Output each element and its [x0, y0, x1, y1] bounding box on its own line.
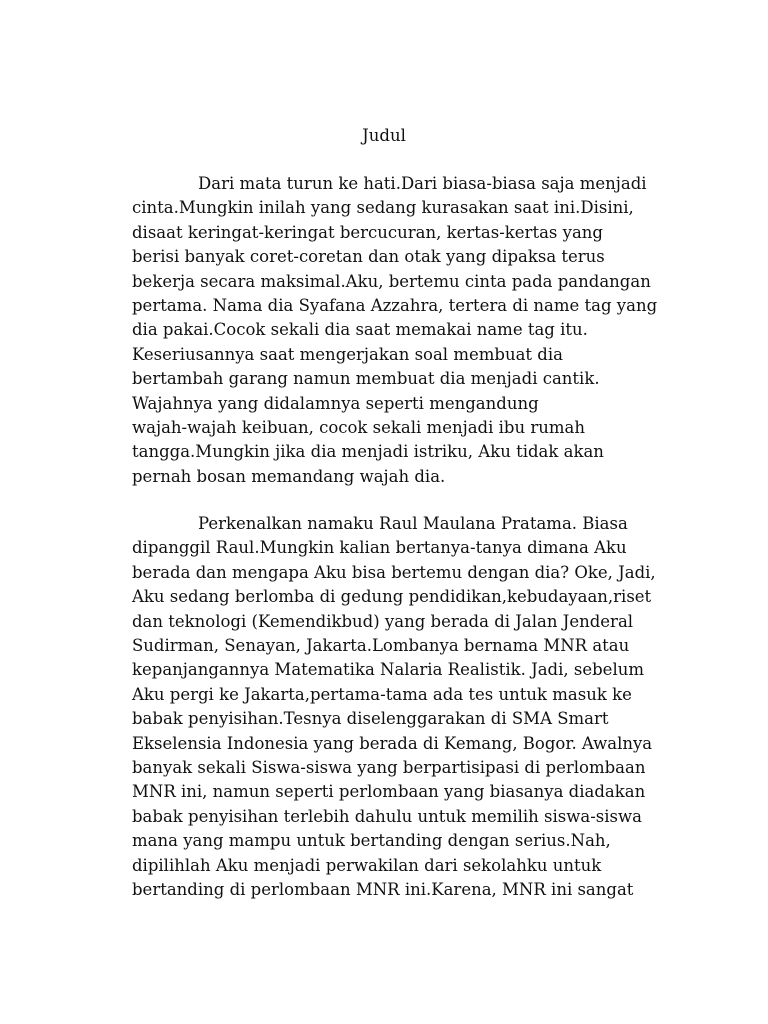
paragraph-line: berisi banyak coret-coretan dan otak yang dipaksa terus	[132, 247, 605, 267]
paragraph-line: babak penyisihan terlebih dahulu untuk memilih siswa-siswa	[132, 806, 642, 826]
paragraph-line: pernah bosan memandang wajah dia.	[132, 466, 446, 486]
paragraph-line: kepanjangannya Matematika Nalaria Realistik. Jadi, sebelum	[132, 660, 644, 680]
paragraph-line: pertama. Nama dia Syafana Azzahra, tertera di name tag yang	[132, 296, 658, 316]
paragraph-line: dia pakai.Cocok sekali dia saat memakai name tag itu.	[132, 320, 588, 340]
paragraph-line: dan teknologi (Kemendikbud) yang berada di Jalan Jenderal	[132, 611, 634, 631]
paragraph-line: Aku pergi ke Jakarta,pertama-tama ada tes untuk masuk ke	[132, 684, 632, 704]
paragraph-line: Aku sedang berlomba di gedung pendidikan,kebudayaan,riset	[132, 587, 652, 607]
paragraph-line: babak penyisihan.Tesnya diselenggarakan di SMA Smart	[132, 709, 609, 729]
document-title: Judul	[362, 126, 406, 145]
paragraph-line: tangga.Mungkin jika dia menjadi istriku, Aku tidak akan	[132, 442, 604, 462]
paragraph-line: Dari mata turun ke hati.Dari biasa-biasa saja menjadi	[198, 174, 647, 193]
paragraph-line: bekerja secara maksimal.Aku, bertemu cinta pada pandangan	[132, 271, 651, 291]
paragraph-line: disaat keringat-keringat bercucuran, kertas-kertas yang	[132, 222, 603, 242]
paragraph-line: Wajahnya yang didalamnya seperti mengandung	[132, 393, 539, 413]
paragraph-line: mana yang mampu untuk bertanding dengan serius.Nah,	[132, 831, 611, 851]
paragraph-line: Ekselensia Indonesia yang berada di Kemang, Bogor. Awalnya	[132, 733, 653, 753]
paragraph-line: Sudirman, Senayan, Jakarta.Lombanya bernama MNR atau	[132, 636, 630, 656]
paragraph-1	[132, 172, 658, 489]
paragraph-line: wajah-wajah keibuan, cocok sekali menjadi ibu rumah	[132, 418, 585, 438]
paragraph-line: dipanggil Raul.Mungkin kalian bertanya-tanya dimana Aku	[132, 538, 627, 558]
paragraph-line: MNR ini, namun seperti perlombaan yang biasanya diadakan	[132, 782, 646, 802]
paragraph-2	[132, 512, 656, 903]
paragraph-line: bertanding di perlombaan MNR ini.Karena, MNR ini sangat	[132, 880, 634, 900]
paragraph-line: Keseriusannya saat mengerjakan soal membuat dia	[132, 344, 563, 364]
paragraph-line: banyak sekali Siswa-siswa yang berpartisipasi di perlombaan	[132, 758, 646, 778]
paragraph-line: berada dan mengapa Aku bisa bertemu dengan dia? Oke, Jadi,	[132, 562, 656, 582]
paragraph-line: bertambah garang namun membuat dia menjadi cantik.	[132, 369, 600, 389]
paragraph-line: cinta.Mungkin inilah yang sedang kurasakan saat ini.Disini,	[132, 198, 634, 218]
paragraph-line: Perkenalkan namaku Raul Maulana Pratama. Biasa	[198, 514, 628, 533]
paragraph-line: dipilihlah Aku menjadi perwakilan dari sekolahku untuk	[132, 855, 602, 875]
